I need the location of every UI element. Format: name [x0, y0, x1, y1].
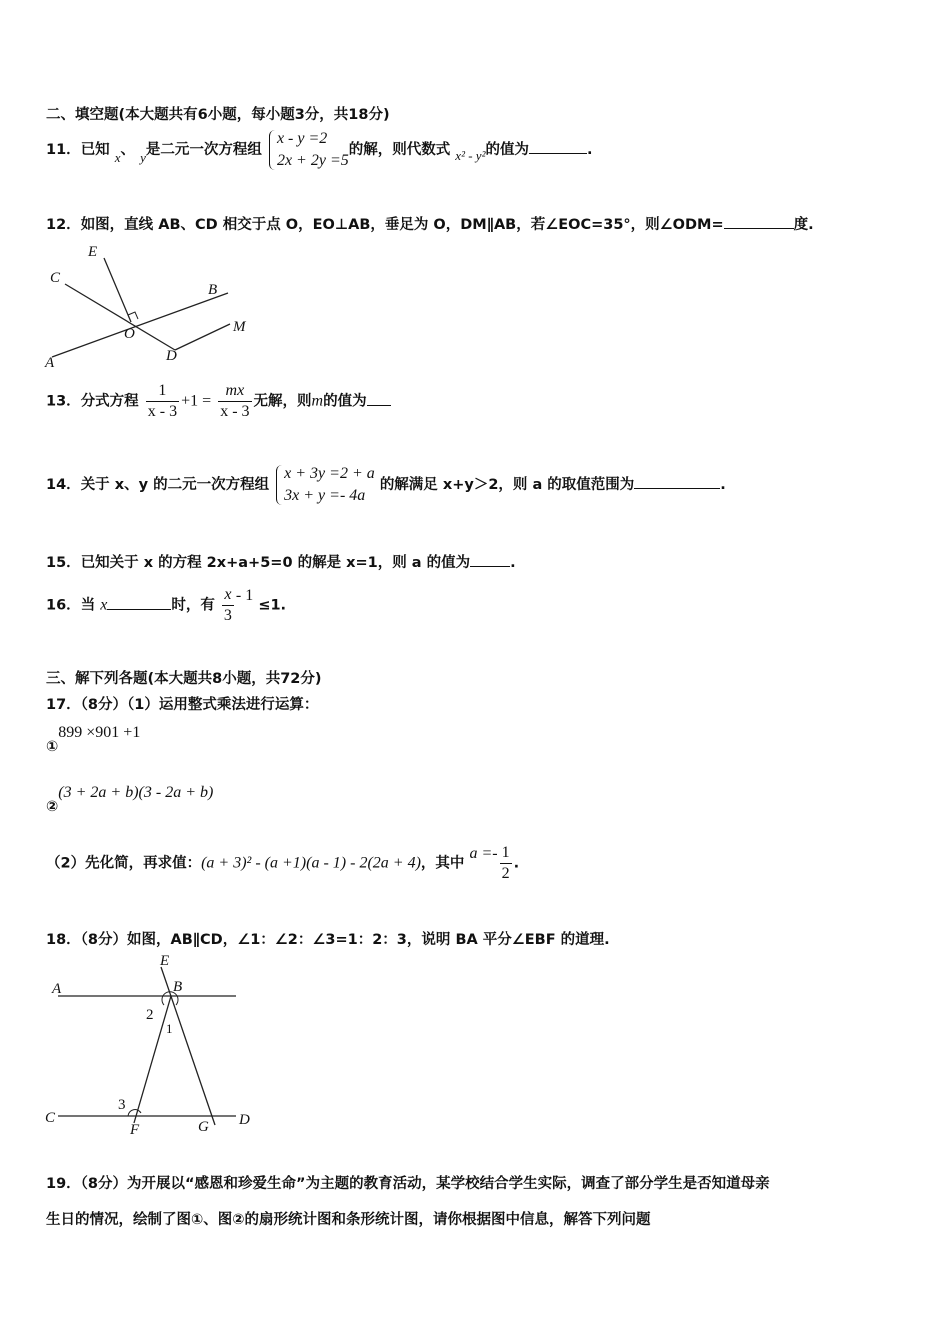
question-16: 16．当 x 时，有 $\frac{x}{3}$ - 1 ≤1.: [46, 586, 287, 624]
q17-fraction: $\frac{1}{2}$: [501, 844, 510, 882]
q15-number: 15．: [46, 555, 81, 571]
question-19-line-2: 生日的情况，绘制了图①、图②的扇形统计图和条形统计图，请你根据图中信息，解答下列问题: [46, 1212, 651, 1228]
q16-answer-blank: [107, 595, 171, 610]
label-a: A: [52, 981, 62, 997]
label-g: G: [198, 1119, 209, 1135]
label-d: D: [166, 348, 177, 364]
label-c: C: [50, 270, 61, 286]
label-b: B: [173, 979, 183, 995]
q16-number: 16．: [46, 597, 81, 614]
question-17-intro: 17．（8分）（1）运用整式乘法进行运算：: [46, 697, 319, 713]
figure-q18: [40, 953, 270, 1138]
label-e: E: [160, 953, 170, 969]
q13-fraction-2: $\frac{mx}{x - 3}$: [220, 382, 250, 420]
label-angle-3: 3: [118, 1097, 126, 1113]
question-12: 12．如图，直线 AB、CD 相交于点 O，EO⊥AB，垂足为 O，DM∥AB，若∠EOC=35°，则∠ODM= 度.: [46, 213, 814, 234]
line-ab: [52, 293, 228, 357]
section-3-title: 三、解下列各题(本大题共8小题，共72分): [46, 671, 322, 687]
question-13: 13．分式方程 $\frac{1}{x - 3}$ +1 = $\frac{mx}{x - 3}$ 无解，则m的值为: [46, 381, 391, 422]
q11-number: 11．: [46, 142, 81, 158]
label-f: F: [130, 1122, 140, 1138]
label-o: O: [124, 326, 135, 342]
q11-equation-system: x - y =2 2x + 2y =5: [267, 128, 349, 172]
question-17-item-2: ②(3 + 2a + b)(3 - 2a + b): [46, 784, 214, 815]
q11-expression: x² - y²: [455, 148, 486, 163]
question-18: 18．（8分）如图，AB∥CD，∠1：∠2：∠3=1：2：3，说明 BA 平分∠EBF 的道理.: [46, 932, 610, 948]
question-17-item-1: ①899 ×901 +1: [46, 724, 141, 755]
question-14: 14．关于 x、y 的二元一次方程组 x + 3y =2 + a 3x + y =- 4a 的解满足 x+y＞2，则 a 的取值范围为 .: [46, 463, 726, 507]
q11-answer-blank: [529, 139, 587, 154]
label-d: D: [239, 1112, 250, 1128]
q14-answer-blank: [634, 474, 720, 489]
label-b: B: [208, 282, 218, 298]
q14-equation-system: x + 3y =2 + a 3x + y =- 4a: [274, 463, 375, 507]
label-angle-2: 2: [146, 1007, 154, 1023]
section-2-title: 二、填空题(本大题共有6小题，每小题3分，共18分): [46, 107, 390, 123]
q12-number: 12．: [46, 217, 81, 233]
question-11: 11．已知 x、 y是二元一次方程组 x - y =2 2x + 2y =5 的解，则代数式 x² - y²的值为 .: [46, 128, 592, 172]
q14-number: 14．: [46, 477, 81, 493]
ray-oe: [104, 258, 131, 322]
question-17-part-2: （2）先化简，再求值：(a + 3)² - (a +1)(a - 1) - 2(2a + 4)，其中 a =- $\frac{1}{2}$ .: [46, 844, 520, 882]
q11-var-x: x: [114, 150, 121, 165]
label-c: C: [45, 1110, 56, 1126]
figure-q12: [40, 240, 270, 375]
q12-answer-blank: [724, 214, 794, 229]
label-m: M: [233, 319, 246, 335]
label-a: A: [45, 355, 55, 371]
ray-dm: [175, 324, 230, 350]
q13-fraction-1: $\frac{1}{x - 3}$: [147, 382, 178, 420]
q13-number: 13．: [46, 393, 81, 410]
line-eg: [161, 967, 215, 1125]
question-19-line-1: 19．（8分）为开展以“感恩和珍爱生命”为主题的教育活动，某学校结合学生实际，调查了部分学生是否知道母亲: [46, 1176, 770, 1192]
question-15: 15．已知关于 x 的方程 2x+a+5=0 的解是 x=1，则 a 的值为 .: [46, 551, 516, 572]
q13-answer-blank: [367, 391, 391, 406]
q11-var-y: y: [140, 150, 146, 165]
label-e: E: [88, 244, 98, 260]
label-angle-1: 1: [166, 1021, 173, 1036]
q16-fraction: $\frac{x}{3}$: [223, 586, 232, 624]
q15-answer-blank: [470, 552, 510, 567]
angle-arc-f: [128, 1110, 141, 1116]
line-cd: [65, 284, 175, 350]
